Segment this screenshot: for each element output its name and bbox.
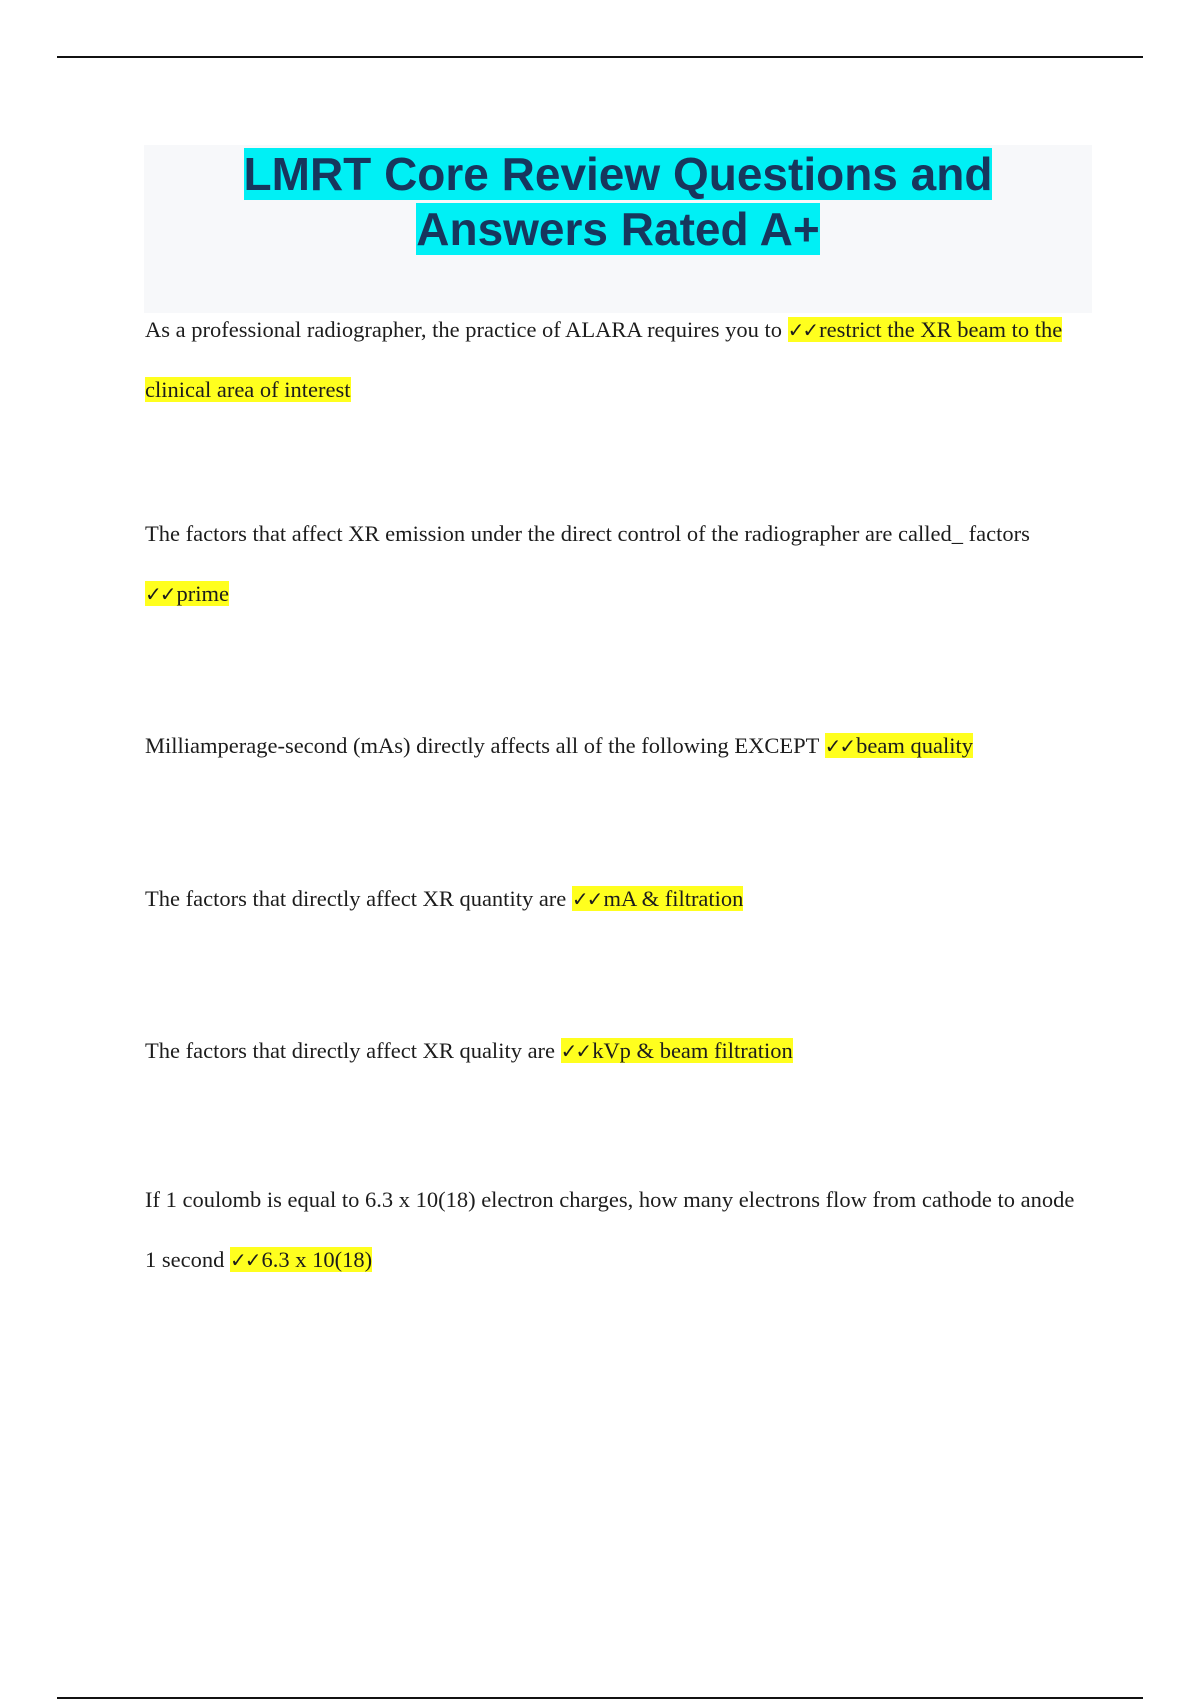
- bottom-rule: [57, 1697, 1143, 1699]
- qa-item-3: [145, 716, 1085, 776]
- double-check-icon: ✓✓: [571, 887, 602, 911]
- qa-item-2: [145, 504, 1085, 624]
- answer-text: prime: [176, 581, 229, 606]
- qa-item-4: [145, 869, 1085, 929]
- answer-text: kVp & beam filtration: [592, 1038, 793, 1063]
- answer-text: beam quality: [856, 733, 973, 758]
- qa-item-1: [145, 300, 1085, 420]
- question-text: As a professional radiographer, the practice of ALARA requires you to: [145, 317, 783, 342]
- question-text: The factors that affect XR emission under the direct control of the radiographer are called_ factors: [145, 521, 1030, 546]
- qa-item-5: [145, 1021, 1085, 1081]
- answer-highlight: [825, 733, 973, 758]
- question-text: The factors that directly affect XR quantity are: [145, 886, 567, 911]
- top-rule: [57, 56, 1143, 58]
- document-title: LMRT Core Review Questions and Answers Rated A+: [243, 148, 993, 255]
- qa-item-6: [145, 1170, 1085, 1290]
- question-text: The factors that directly affect XR quality are: [145, 1038, 556, 1063]
- double-check-icon: ✓✓: [560, 1039, 591, 1063]
- double-check-icon: ✓✓: [229, 1248, 260, 1272]
- double-check-icon: ✓✓: [787, 318, 818, 342]
- answer-text: restrict the XR beam to the clinical area of interest: [145, 317, 1063, 402]
- answer-text: 6.3 x 10(18): [261, 1247, 373, 1272]
- title-block: [144, 145, 1092, 313]
- question-text: If 1 coulomb is equal to 6.3 x 10(18) electron charges, how many electrons flow from cathode to anode 1 second: [145, 1187, 1075, 1272]
- answer-text: mA & filtration: [603, 886, 744, 911]
- double-check-icon: ✓✓: [145, 582, 175, 606]
- answer-highlight: [572, 886, 744, 911]
- answer-highlight: [145, 581, 229, 606]
- question-text: Milliamperage-second (mAs) directly affects all of the following EXCEPT: [145, 733, 819, 758]
- double-check-icon: ✓✓: [824, 734, 855, 758]
- answer-highlight: [230, 1247, 372, 1272]
- answer-highlight: [561, 1038, 793, 1063]
